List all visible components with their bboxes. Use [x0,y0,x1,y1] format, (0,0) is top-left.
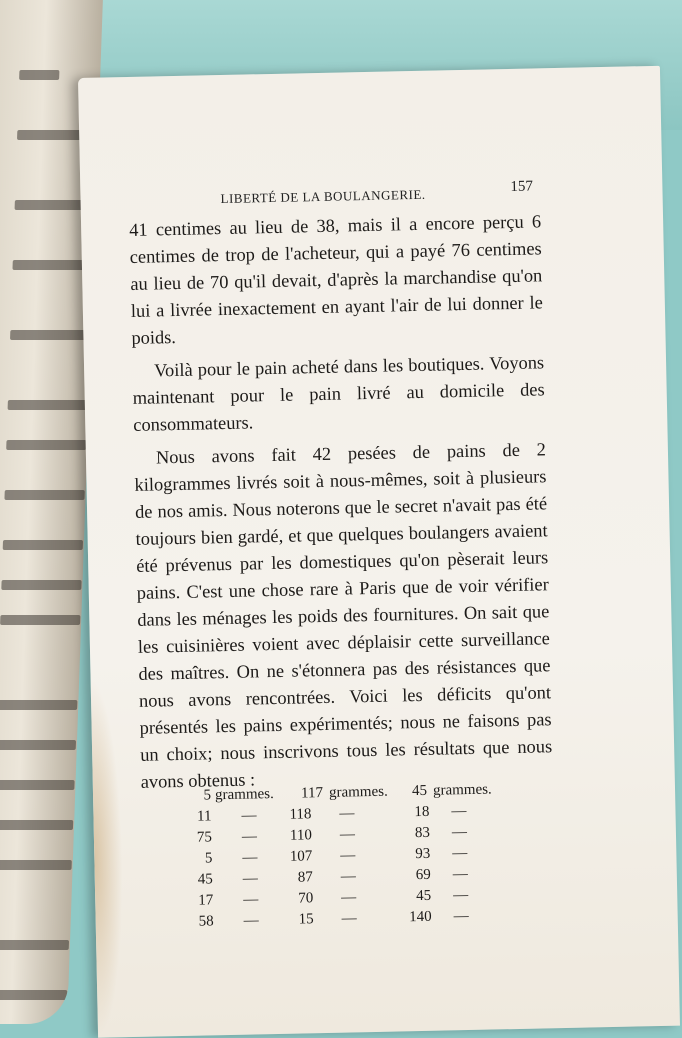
table-cell: — [243,891,259,908]
table-cell: — [452,845,468,862]
table-cell: 58 [198,913,214,930]
table-cell: — [243,912,259,929]
table-cell: 69 [415,866,431,884]
foxing-stain [91,677,127,1038]
table-cell: 83 [414,824,431,842]
table-cell: 93 [415,845,431,863]
table-cell: — [339,805,355,822]
paragraph: 41 centimes au lieu de 38, mais il a encore perçu 6 centimes de trop de l'acheteur, qui a payé 76 centimes au lieu de 70 qu'il devait, d'après la marchandise qu'on lui a livrée inexactement en ayant l'air de lui donner le poids. [128,211,544,348]
faded-text-line [4,490,84,500]
paragraph: Nous avons fait 42 pesées de pains de 2 kilogrammes livrés soit à nous-mêmes, soit à plusieurs de nos amis. Nous noterons que le secret n'avait pas été toujours bien gardé, et que quelques boulangers avaient été prévenus par les domestiques qu'on pèserait leurs pains. C'est une chose rare à Paris que de voir vérifier dans les ménages les poids des fournitures. On sait que les cuisinières voient avec déplaisir cette surveillance des maîtres. On ne s'étonnera pas des résistances que nous avons rencontrées. Voici les déficits qu'ont présentés les pains expérimentés; nous ne faisons pas un choix; nous inscrivons tous les résultats que nous avons obtenus : [134,439,553,792]
table-cell: — [453,887,469,904]
table-cell: — [451,824,468,841]
faded-text-line [6,440,86,450]
faded-text-line [0,990,67,1000]
table-cell: 5 [203,787,212,804]
table-cell: — [340,868,356,885]
book-page [78,66,680,1038]
table-cell: 75 [196,829,213,846]
faded-text-line [12,260,92,270]
table-cell: — [242,870,258,887]
faded-text-line [8,400,88,410]
table-cell: — [241,807,257,824]
table-cell: — [341,889,357,906]
table-cell: — [451,803,467,820]
table-cell: 70 [298,890,314,907]
table-cell: 118 [289,806,312,823]
weights-table [189,781,522,935]
table-cell: 11 [196,808,212,825]
table-cell: — [340,847,356,864]
table-cell: grammes. [432,781,492,799]
faded-text-line [10,330,90,340]
table-cell: — [242,849,258,866]
faded-text-line [19,70,59,80]
faded-text-line [1,580,81,590]
table-cell: — [453,908,469,925]
table-cell: 45 [416,887,432,905]
faded-text-line [3,540,83,550]
table-cell: 45 [411,782,428,800]
table-cell: — [339,826,356,843]
body-text [129,208,553,802]
table-cell: — [241,828,258,845]
table-cell: 5 [204,850,213,867]
table-cell: grammes. [328,783,388,801]
faded-text-line [0,615,80,625]
table-cell: — [341,910,357,927]
faded-text-line [0,700,77,710]
table-cell: 110 [289,827,313,844]
faded-text-line [0,940,69,950]
table-cell: 117 [300,785,324,802]
table-cell: 18 [414,803,430,821]
paragraph: Voilà pour le pain acheté dans les boutiques. Voyons maintenant pour le pain livré au domicile des consommateurs. [132,352,545,435]
table-cell: 87 [297,869,313,886]
faded-text-line [0,740,76,750]
faded-text-line [0,820,73,830]
table-cell: 45 [197,871,213,888]
table-cell: — [452,866,468,883]
table-cell: 17 [198,892,214,909]
faded-text-line [0,780,75,790]
page-number: 157 [510,178,534,195]
table-cell: 15 [298,911,314,928]
table-cell: grammes. [214,786,274,804]
running-head: LIBERTÉ DE LA BOULANGERIE. [220,186,426,207]
table-cell: 140 [408,908,432,926]
faded-text-line [0,860,72,870]
table-cell: 107 [289,848,313,865]
